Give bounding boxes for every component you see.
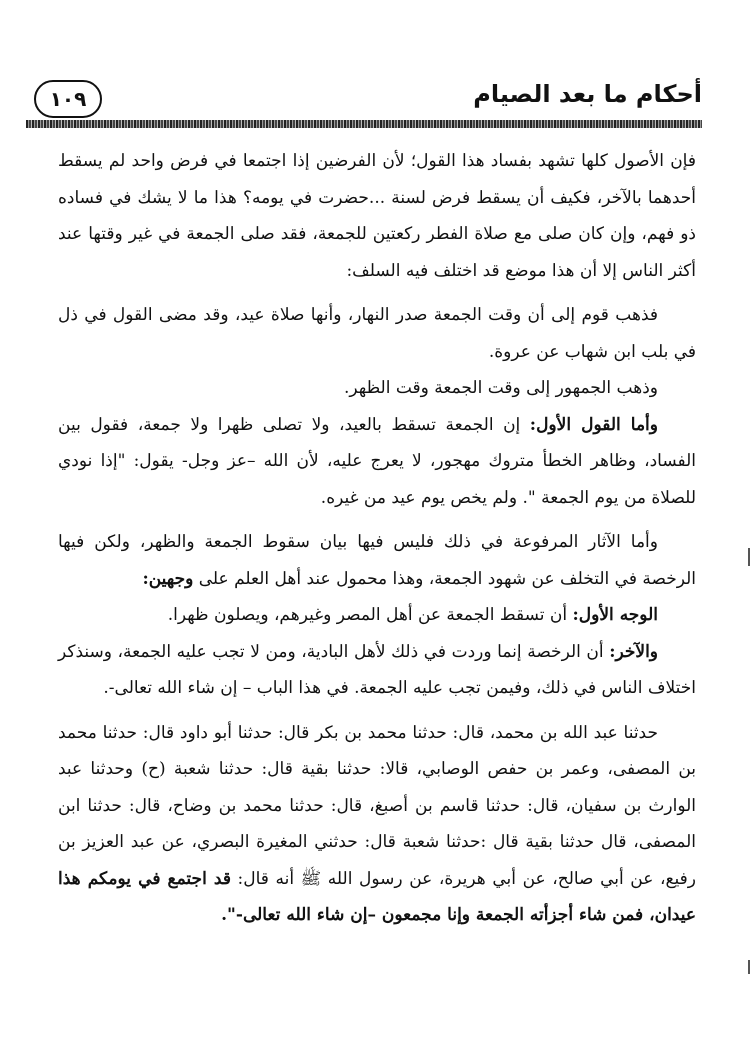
- header-rule: [26, 120, 702, 128]
- paragraph-7-text: أن الرخصة إنما وردت في ذلك لأهل البادية، ومن لا تجب عليه الجمعة، وسنذكر اختلاف الناس في ذلك، وفيمن تجب عليه الجمعة. في هذا الباب – إن شاء الله تعالى-.: [58, 641, 696, 698]
- paragraph-3-text: وذهب الجمهور إلى وقت الجمعة وقت الظهر.: [343, 378, 658, 398]
- margin-mark: [748, 960, 750, 974]
- page-header: [26, 74, 702, 122]
- margin-mark: [748, 548, 750, 566]
- paragraph-8-tail: قد اجتمع في يومكم هذا عيدان، فمن شاء أجزأته الجمعة وإنا مجمعون –إن شاء الله تعالى-".: [58, 868, 696, 925]
- paragraph-5: [58, 524, 696, 597]
- paragraph-6: [58, 597, 696, 634]
- paragraph-3: [58, 370, 696, 407]
- page-number-text: ١٠٩: [49, 87, 87, 111]
- paragraph-6-lead: الوجه الأول:: [572, 605, 658, 625]
- paragraph-2-text: فذهب قوم إلى أن وقت الجمعة صدر النهار، وأنها صلاة عيد، وقد مضى القول في ذل في بلب ابن شهاب عن عروة.: [58, 305, 696, 362]
- paragraph-8: [58, 715, 696, 934]
- paragraph-5-text: وأما الآثار المرفوعة في ذلك فليس فيها بيان سقوط الجمعة والظهر، ولكن فيها الرخصة في التخلف عن شهود الجمعة، وهذا محمول عند أهل العلم على: [58, 532, 696, 589]
- paragraph-4-text: إن الجمعة تسقط بالعيد، ولا تصلى ظهرا ولا جمعة، فقول بين الفساد، وظاهر الخطأ متروك مهجور، لا يعرج عليه، لأن الله –عز وجل- يقول: "إذا نودي للصلاة من يوم الجمعة ". ولم يخص يوم عيد من غيره.: [58, 414, 696, 508]
- paragraph-8-text: حدثنا عبد الله بن محمد، قال: حدثنا محمد بن بكر قال: حدثنا أبو داود قال: حدثنا محمد بن المصفى، وعمر بن حفص الوصابي، قالا: حدثنا بقية قال: حدثنا شعبة (ح) وحدثنا عبد الوارث بن سفيان، قال: حدثنا قاسم بن أصبغ، قال: حدثنا محمد بن وضاح، قال: حدثنا ابن المصفى، قال حدثنا بقية قال :حدثنا شعبة قال: حدثني المغيرة البصري، عن عبد العزيز بن رفيع، عن أبي صالح، عن أبي هريرة، عن رسول الله ﷺ أنه قال:: [58, 722, 696, 889]
- paragraph-4-lead: وأما القول الأول:: [529, 414, 658, 435]
- paragraph-5-tail: وجهين:: [142, 568, 194, 589]
- paragraph-7: [58, 634, 696, 707]
- page-number: [34, 80, 102, 118]
- running-title: أحكام ما بعد الصيام: [473, 80, 702, 108]
- paragraph-1-text: فإن الأصول كلها تشهد بفساد هذا القول؛ لأن الفرضين إذا اجتمعا في فرض واحد لم يسقط أحدهما بالآخر، فكيف أن يسقط فرض لسنة ...حضرت في يومه؟ هذا ما لا يشك في فساده ذو فهم، وإن كان صلى مع صلاة الفطر ركعتين للجمعة، فقد صلى الجمعة في غير وقتها عند أكثر الناس إلا أن هذا موضع قد اختلف فيه السلف:: [58, 151, 696, 281]
- paragraph-7-lead: والآخر:: [609, 641, 658, 662]
- paragraph-1: [58, 143, 696, 289]
- paragraph-4: [58, 407, 696, 517]
- paragraph-2: [58, 297, 696, 370]
- paragraph-6-text: أن تسقط الجمعة عن أهل المصر وغيرهم، ويصلون ظهرا.: [167, 605, 573, 625]
- body-text: [58, 143, 696, 934]
